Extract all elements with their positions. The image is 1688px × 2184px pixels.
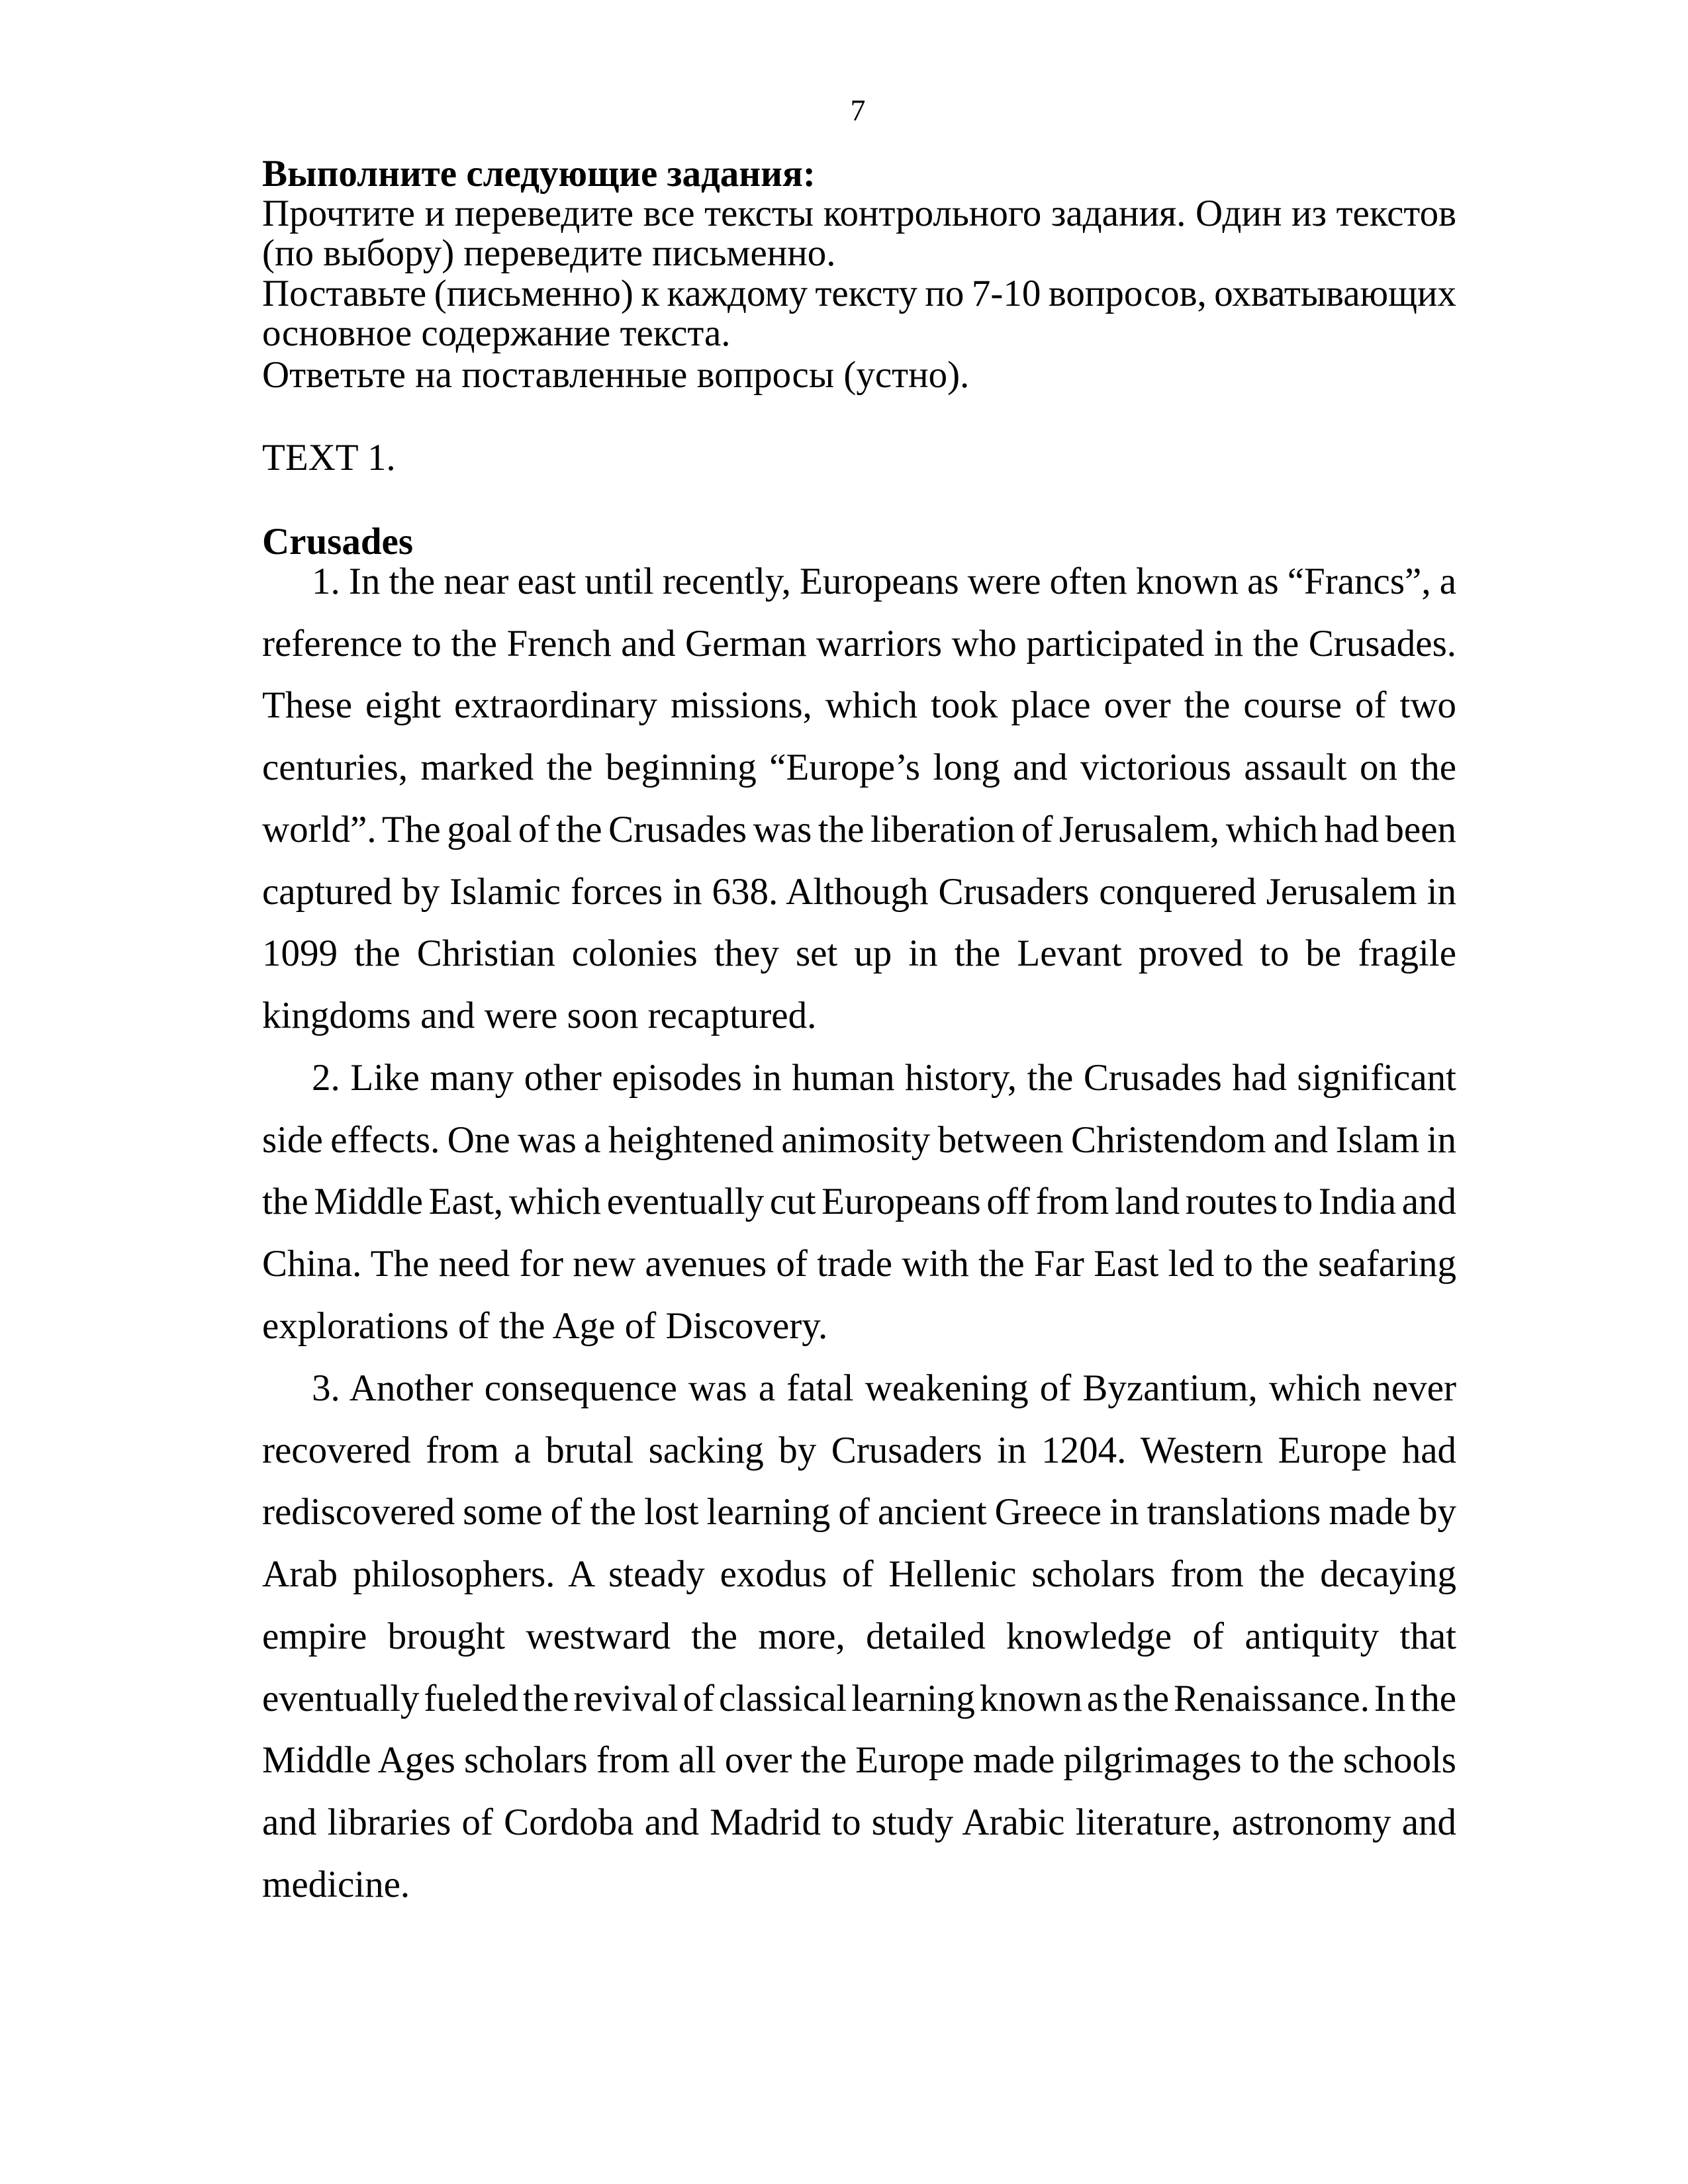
paragraph-2-line: side effects. One was a heightened animosity between Christendom and Islam in	[262, 1118, 1456, 1161]
paragraph-1-line: 1. In the near east until recently, Europeans were often known as “Francs”, a	[312, 561, 1456, 602]
paragraph-3-line: empire brought westward the more, detailed knowledge of antiquity that	[262, 1615, 1456, 1657]
text-title: Crusades	[262, 521, 414, 563]
instruction-line: Поставьте (письменно) к каждому тексту по 7-10 вопросов, охватывающих	[262, 273, 1456, 314]
instructions-heading: Выполните следующие задания:	[262, 153, 816, 195]
instruction-line: основное содержание текста.	[262, 312, 731, 354]
instruction-line: (по выбору) переведите письменно.	[262, 232, 836, 274]
instruction-line: Ответьте на поставленные вопросы (устно).	[262, 354, 970, 396]
paragraph-1-line: world”. The goal of the Crusades was the liberation of Jerusalem, which had been	[262, 808, 1456, 850]
paragraph-3-line: rediscovered some of the lost learning of ancient Greece in translations made by	[262, 1491, 1456, 1533]
paragraph-3-line: recovered from a brutal sacking by Crusaders in 1204. Western Europe had	[262, 1429, 1456, 1471]
paragraph-1-line: captured by Islamic forces in 638. Although Crusaders conquered Jerusalem in	[262, 870, 1456, 913]
paragraph-1-line: centuries, marked the beginning “Europe’s long and victorious assault on the	[262, 747, 1456, 789]
paragraph-1-line: kingdoms and were soon recaptured.	[262, 994, 817, 1036]
text-label: TEXT 1.	[262, 437, 396, 478]
paragraph-3-line: Middle Ages scholars from all over the Europe made pilgrimages to the schools	[262, 1739, 1456, 1782]
paragraph-3-line: eventually fueled the revival of classical learning known as the Renaissance. In the	[262, 1677, 1456, 1719]
paragraph-1-line: These eight extraordinary missions, which took place over the course of two	[262, 684, 1456, 727]
paragraph-3-line: and libraries of Cordoba and Madrid to study Arabic literature, astronomy and	[262, 1801, 1456, 1843]
paragraph-3-line: medicine.	[262, 1863, 410, 1905]
paragraph-2-line: the Middle East, which eventually cut Europeans off from land routes to India and	[262, 1181, 1456, 1223]
paragraph-3-line: Arab philosophers. A steady exodus of Hellenic scholars from the decaying	[262, 1553, 1456, 1596]
page-number: 7	[850, 93, 866, 127]
paragraph-2-line: 2. Like many other episodes in human history, the Crusades had significant	[312, 1057, 1456, 1099]
paragraph-1-line: 1099 the Christian colonies they set up in the Levant proved to be fragile	[262, 933, 1456, 975]
paragraph-2-line: China. The need for new avenues of trade with the Far East led to the seafaring	[262, 1243, 1456, 1285]
paragraph-1-line: reference to the French and German warriors who participated in the Crusades.	[262, 622, 1456, 664]
instruction-line: Прочтите и переведите все тексты контрольного задания. Один из текстов	[262, 193, 1456, 234]
paragraph-3-line: 3. Another consequence was a fatal weakening of Byzantium, which never	[312, 1367, 1456, 1409]
paragraph-2-line: explorations of the Age of Discovery.	[262, 1304, 828, 1347]
